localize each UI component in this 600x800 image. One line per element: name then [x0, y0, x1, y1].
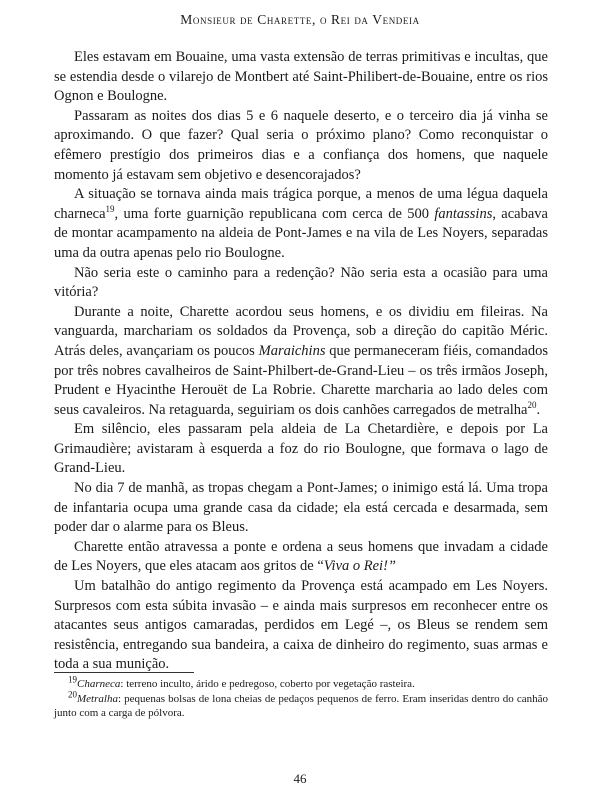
italic-text: Metralha — [77, 692, 118, 705]
italic-text: Charneca — [77, 678, 121, 690]
paragraph — [54, 420, 548, 479]
paragraph — [54, 107, 548, 185]
paragraph — [54, 303, 548, 421]
text-run: , uma forte guarnição republicana com cerca de 500 — [114, 205, 435, 222]
text-run: No dia 7 de manhã, as tropas chegam a Pont-James; o inimigo está lá. Uma tropa de infantaria ocupa uma grande casa da cidade; ela está cercada e desarmada, sem poder dar o alarme para os Bleus. — [54, 480, 548, 536]
footnote-marker: 20 — [527, 399, 537, 410]
footnote — [54, 674, 548, 692]
paragraph — [54, 577, 548, 675]
text-run: Durante a noite, Charette acordou seus homens, e os dividiu em fileiras. Na vanguarda, marchariam os soldados da Provença, sob a direção do capitão Méric. Atrás deles, avançariam os poucos — [54, 303, 548, 359]
text-run: , acabava de montar acampamento na aldeia de Pont-James e na vila de Les Noyers, separadas uma da outra apenas pelo rio Boulogne. — [54, 205, 548, 261]
footnote-rule — [54, 672, 194, 673]
text-run: Não seria este o caminho para a redenção? Não seria esta a ocasião para uma vitória? — [54, 264, 548, 301]
body-text — [54, 48, 548, 675]
text-run: : terreno inculto, árido e pedregoso, coberto por vegetação rasteira. — [120, 678, 415, 690]
footnotes — [54, 674, 548, 721]
text-run: Eles estavam em Bouaine, uma vasta extensão de terras primitivas e incultas, que se estendia desde o vilarejo de Montbert até Saint-Philibert-de-Bouaine, entre os rios Ognon e Boulogne. — [54, 49, 548, 105]
footnote — [54, 688, 548, 721]
footnote-marker: 19 — [105, 203, 115, 214]
page-number: 46 — [293, 771, 307, 786]
text-run: . — [536, 401, 541, 418]
italic-text: Maraichins — [258, 342, 326, 359]
text-run: Um batalhão do antigo regimento da Provença está acampado em Les Noyers. Surpresos com esta súbita invasão – e ainda mais surpresos em reconhecer entre os atacantes seus antigos camaradas, perdidos em Legé –, os Bleus se rendem sem resistência, entregando sua bandeira, a caixa de dinheiro do regimento, suas armas e toda a sua munição. — [54, 578, 548, 673]
text-run: Passaram as noites dos dias 5 e 6 naquele deserto, e o terceiro dia já vinha se aproximando. O que fazer? Qual seria o próximo plano? Como reconquistar o efêmero prestígio dos primeiros dias e a confiança dos homens, que naquele momento já estavam sem objetivo e desencorajados? — [54, 107, 548, 183]
footnote-marker: 20 — [68, 688, 77, 699]
text-run: : pequenas bolsas de lona cheias de pedaços pequenos de ferro. Eram inseridas dentro do canhão junto com a carga de pólvora. — [54, 692, 548, 719]
footnote-marker: 19 — [68, 674, 77, 685]
italic-text: fantassins — [434, 205, 493, 222]
paragraph — [54, 479, 548, 538]
paragraph — [54, 48, 548, 107]
text-run: Em silêncio, eles passaram pela aldeia de La Chetardière, e depois por La Grimaudière; avistaram à esquerda a foz do rio Boulogne, que formava o lago de Grand-Lieu. — [54, 421, 548, 477]
text-run: Charette então atravessa a ponte e ordena a seus homens que invadam a cidade de Les Noyers, que eles atacam aos gritos de “ — [54, 538, 548, 575]
text-run: A situação se tornava ainda mais trágica porque, a menos de uma légua daquela charneca — [54, 186, 548, 222]
text-run: que permaneceram fiéis, comandados por três nobres cavalheiros de Saint-Philbert-de-Grand-Lieu – os três irmãos Joseph, Prudent e Hyacinthe Herouët de La Robrie. Charette marcharia ao lado deles com seus cavaleiros. Na retaguarda, seguiriam os dois canhões carregados de metralha — [54, 342, 548, 418]
running-head: Monsieur de Charette, o Rei da Vendeia — [180, 12, 420, 27]
paragraph — [54, 264, 548, 303]
italic-text: Viva o Rei!” — [323, 558, 396, 575]
paragraph — [54, 538, 548, 577]
paragraph — [54, 185, 548, 263]
